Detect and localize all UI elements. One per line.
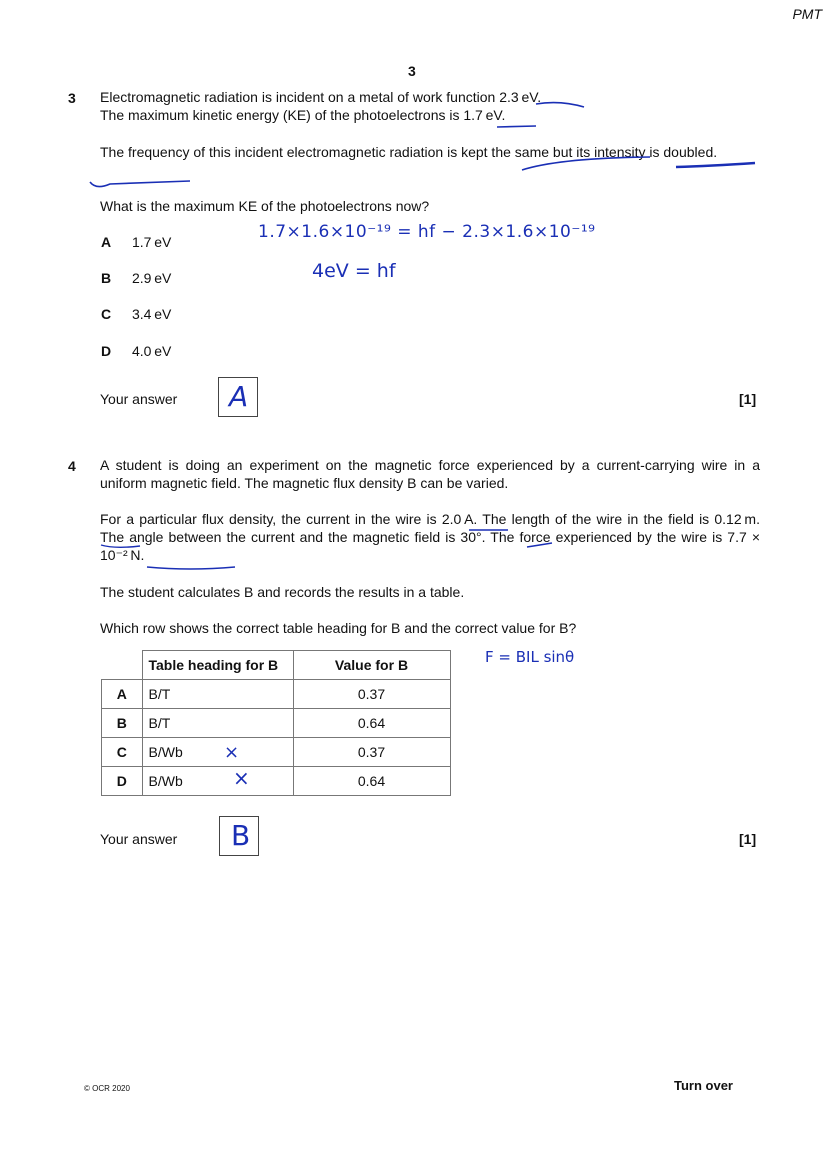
row-heading: B/Wb [142,738,293,767]
row-heading: B/T [142,709,293,738]
q3-option-b-value: 2.9 eV [132,270,172,286]
watermark: PMT [792,6,822,22]
q3-working-line1: 1.7×1.6×10⁻¹⁹ = hf − 2.3×1.6×10⁻¹⁹ [258,222,596,242]
row-value: 0.37 [293,738,450,767]
underline-doubled [90,181,190,187]
underline-work-function [536,103,584,107]
copyright: © OCR 2020 [84,1084,130,1093]
q3-option-a-letter: A [101,234,112,250]
q4-answer-label: Your answer [100,831,178,847]
turn-over: Turn over [674,1078,733,1093]
question-3-line2: The maximum kinetic energy (KE) of the photoelectrons is 1.7 eV. [100,107,506,123]
question-4-para3: The student calculates B and records the results in a table. [100,584,465,600]
q3-option-c-value: 3.4 eV [132,306,172,322]
table-row [102,767,451,796]
table-heading-header: Table heading for B [142,651,293,680]
q3-answer-label: Your answer [100,391,178,407]
question-4-number: 4 [68,458,76,474]
question-3-line1: Electromagnetic radiation is incident on a metal of work function 2.3 eV. [100,89,542,105]
q3-option-d-letter: D [101,343,112,359]
cross-mark-c: × [224,742,240,763]
q4-answer-handwritten: B [231,819,251,852]
underline-intensity [676,163,755,167]
q3-option-a-value: 1.7 eV [132,234,172,250]
q3-option-b-letter: B [101,270,112,286]
cross-mark-d: × [233,766,250,790]
question-4-para2: For a particular flux density, the current in the wire is 2.0 A. The length of the wire in the field is 0.12 m. The angle between the current and the magnetic field is 30°. The force experienced by the wire is 7.7 × 10⁻² N. [100,511,760,563]
table-row [102,680,451,709]
table-value-header: Value for B [293,651,450,680]
row-letter: A [102,680,143,709]
row-heading: B/T [142,680,293,709]
underline-ke [497,126,536,127]
q4-mark: [1] [739,831,757,847]
row-value: 0.64 [293,709,450,738]
page-number: 3 [408,63,416,79]
question-3-question: What is the maximum KE of the photoelectrons now? [100,198,430,214]
q3-working-line2: 4eV = hf [312,260,396,282]
question-3-number: 3 [68,90,76,106]
q4-working: F = BIL sinθ [485,648,575,666]
table-row [102,709,451,738]
question-3-para2: The frequency of this incident electromagnetic radiation is kept the same but its intensity is doubled. [100,144,718,160]
q4-answer-box[interactable] [219,816,259,856]
q3-mark: [1] [739,391,757,407]
q3-option-d-value: 4.0 eV [132,343,172,359]
row-letter: D [102,767,143,796]
underline-same [522,157,650,170]
q3-option-c-letter: C [101,306,112,322]
question-4-para1: A student is doing an experiment on the magnetic force experienced by a current-carrying wire in a uniform magnetic field. The magnetic flux density B can be varied. [100,457,760,491]
row-letter: C [102,738,143,767]
table-row [102,738,451,767]
row-value: 0.37 [293,680,450,709]
row-value: 0.64 [293,767,450,796]
row-letter: B [102,709,143,738]
q4-options-table [101,650,451,796]
q3-answer-handwritten: A [229,380,249,413]
table-header-row [102,651,451,680]
underline-force [147,567,235,569]
question-4-question: Which row shows the correct table heading for B and the correct value for B? [100,620,577,636]
row-heading: B/Wb [142,767,293,796]
